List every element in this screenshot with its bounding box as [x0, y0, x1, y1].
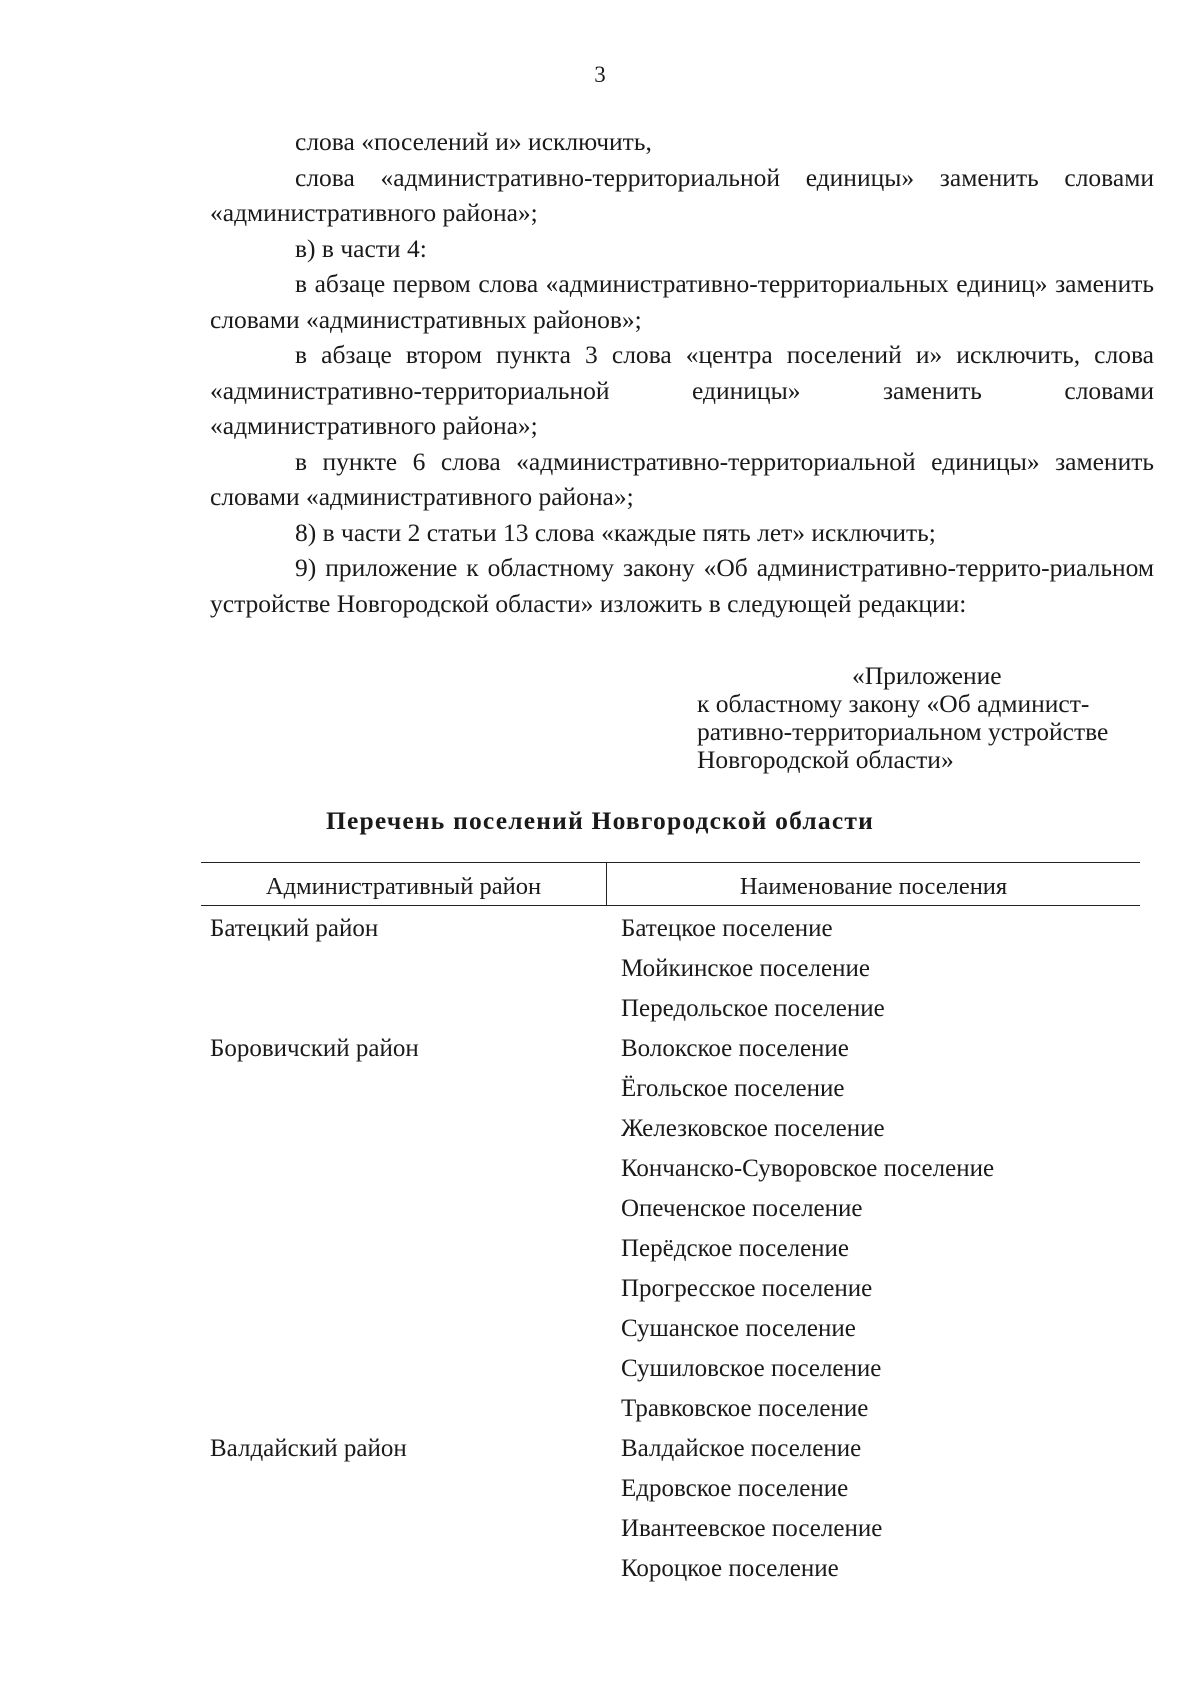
- table-row: [201, 1436, 1140, 1476]
- table-row: [201, 1036, 1140, 1076]
- district-cell: [201, 1356, 607, 1396]
- table-row: [201, 1476, 1140, 1516]
- appendix-header-line: Новгородской области»: [697, 745, 954, 774]
- document-body: [210, 124, 1154, 621]
- district-cell: [201, 956, 607, 996]
- paragraph: 8) в части 2 статьи 13 слова «каждые пять лет» исключить;: [295, 517, 936, 547]
- table-row: [201, 1236, 1140, 1276]
- paragraph: в пункте 6 слова «административно-территориальной единицы» заменить словами «административного района»;: [210, 446, 1154, 511]
- table-row: [201, 1516, 1140, 1556]
- district-cell: [201, 996, 607, 1036]
- appendix-header: [697, 662, 1157, 774]
- district-cell: [201, 1396, 607, 1436]
- paragraph: в абзаце втором пункта 3 слова «центра поселений и» исключить, слова «административно-территориальной единицы» заменить словами «административного района»;: [210, 340, 1154, 440]
- list-title: Перечень поселений Новгородской области: [326, 806, 874, 835]
- settlement-cell: Кончанско-Суворовское поселение: [621, 1155, 995, 1182]
- table-header: [201, 862, 1140, 906]
- settlement-cell: Сушанское поселение: [621, 1315, 856, 1342]
- district-cell: [201, 1156, 607, 1196]
- district-cell: [201, 1276, 607, 1316]
- table-row: [201, 1076, 1140, 1116]
- settlement-cell: Передольское поселение: [621, 995, 885, 1022]
- table-row: [201, 1356, 1140, 1396]
- settlement-cell: Травковское поселение: [621, 1395, 869, 1422]
- district-cell: [201, 1516, 607, 1556]
- settlement-cell: Валдайское поселение: [621, 1435, 862, 1462]
- district-cell: [201, 1196, 607, 1236]
- table-row: [201, 996, 1140, 1036]
- column-header-district: Административный район: [201, 863, 607, 905]
- table-row: [201, 1156, 1140, 1196]
- settlement-cell: Короцкое поселение: [621, 1555, 839, 1582]
- appendix-header-line: ративно-территориальном устройстве: [697, 717, 1109, 746]
- settlement-cell: Опеченское поселение: [621, 1195, 863, 1222]
- settlement-cell: Сушиловское поселение: [621, 1355, 882, 1382]
- table-body: [201, 906, 1140, 1596]
- settlement-cell: Ёгольское поселение: [621, 1075, 845, 1102]
- table-row: [201, 1316, 1140, 1356]
- table-row: [201, 1396, 1140, 1436]
- paragraph: в) в части 4:: [295, 233, 427, 263]
- settlements-table: [201, 862, 1140, 1596]
- district-cell: Боровичский район: [210, 1035, 419, 1062]
- paragraph: слова «поселений и» исключить,: [295, 127, 652, 156]
- district-cell: [201, 1316, 607, 1356]
- settlement-cell: Мойкинское поселение: [621, 955, 870, 982]
- table-row: [201, 1556, 1140, 1596]
- paragraph: слова «административно-территориальной единицы» заменить словами «административного района»;: [210, 162, 1154, 227]
- settlement-cell: Батецкое поселение: [621, 915, 833, 942]
- appendix-header-line: к областному закону «Об админист-: [697, 689, 1090, 718]
- settlement-cell: Волокское поселение: [621, 1035, 849, 1062]
- settlement-cell: Едровское поселение: [621, 1475, 849, 1502]
- district-cell: [201, 1116, 607, 1156]
- paragraph: 9) приложение к областному закону «Об административно-террито-риальном устройстве Новгородской области» изложить в следующей редакции:: [210, 553, 1154, 618]
- district-cell: [201, 1556, 607, 1596]
- district-cell: Валдайский район: [210, 1435, 407, 1462]
- table-row: [201, 956, 1140, 996]
- table-row: [201, 1276, 1140, 1316]
- settlement-cell: Прогресское поселение: [621, 1275, 873, 1302]
- settlement-cell: Железковское поселение: [621, 1115, 885, 1142]
- district-cell: [201, 1476, 607, 1516]
- district-cell: [201, 1236, 607, 1276]
- district-cell: [201, 1076, 607, 1116]
- district-cell: Батецкий район: [210, 915, 379, 942]
- table-row: [201, 1116, 1140, 1156]
- column-header-settlement: Наименование поселения: [739, 873, 1008, 900]
- appendix-header-line: «Приложение: [852, 661, 1002, 690]
- page-number: 3: [594, 62, 606, 87]
- table-row: [201, 916, 1140, 956]
- settlement-cell: Перёдское поселение: [621, 1235, 850, 1262]
- paragraph: в абзаце первом слова «административно-территориальных единиц» заменить словами «административных районов»;: [210, 269, 1154, 334]
- settlement-cell: Ивантеевское поселение: [621, 1515, 883, 1542]
- table-row: [201, 1196, 1140, 1236]
